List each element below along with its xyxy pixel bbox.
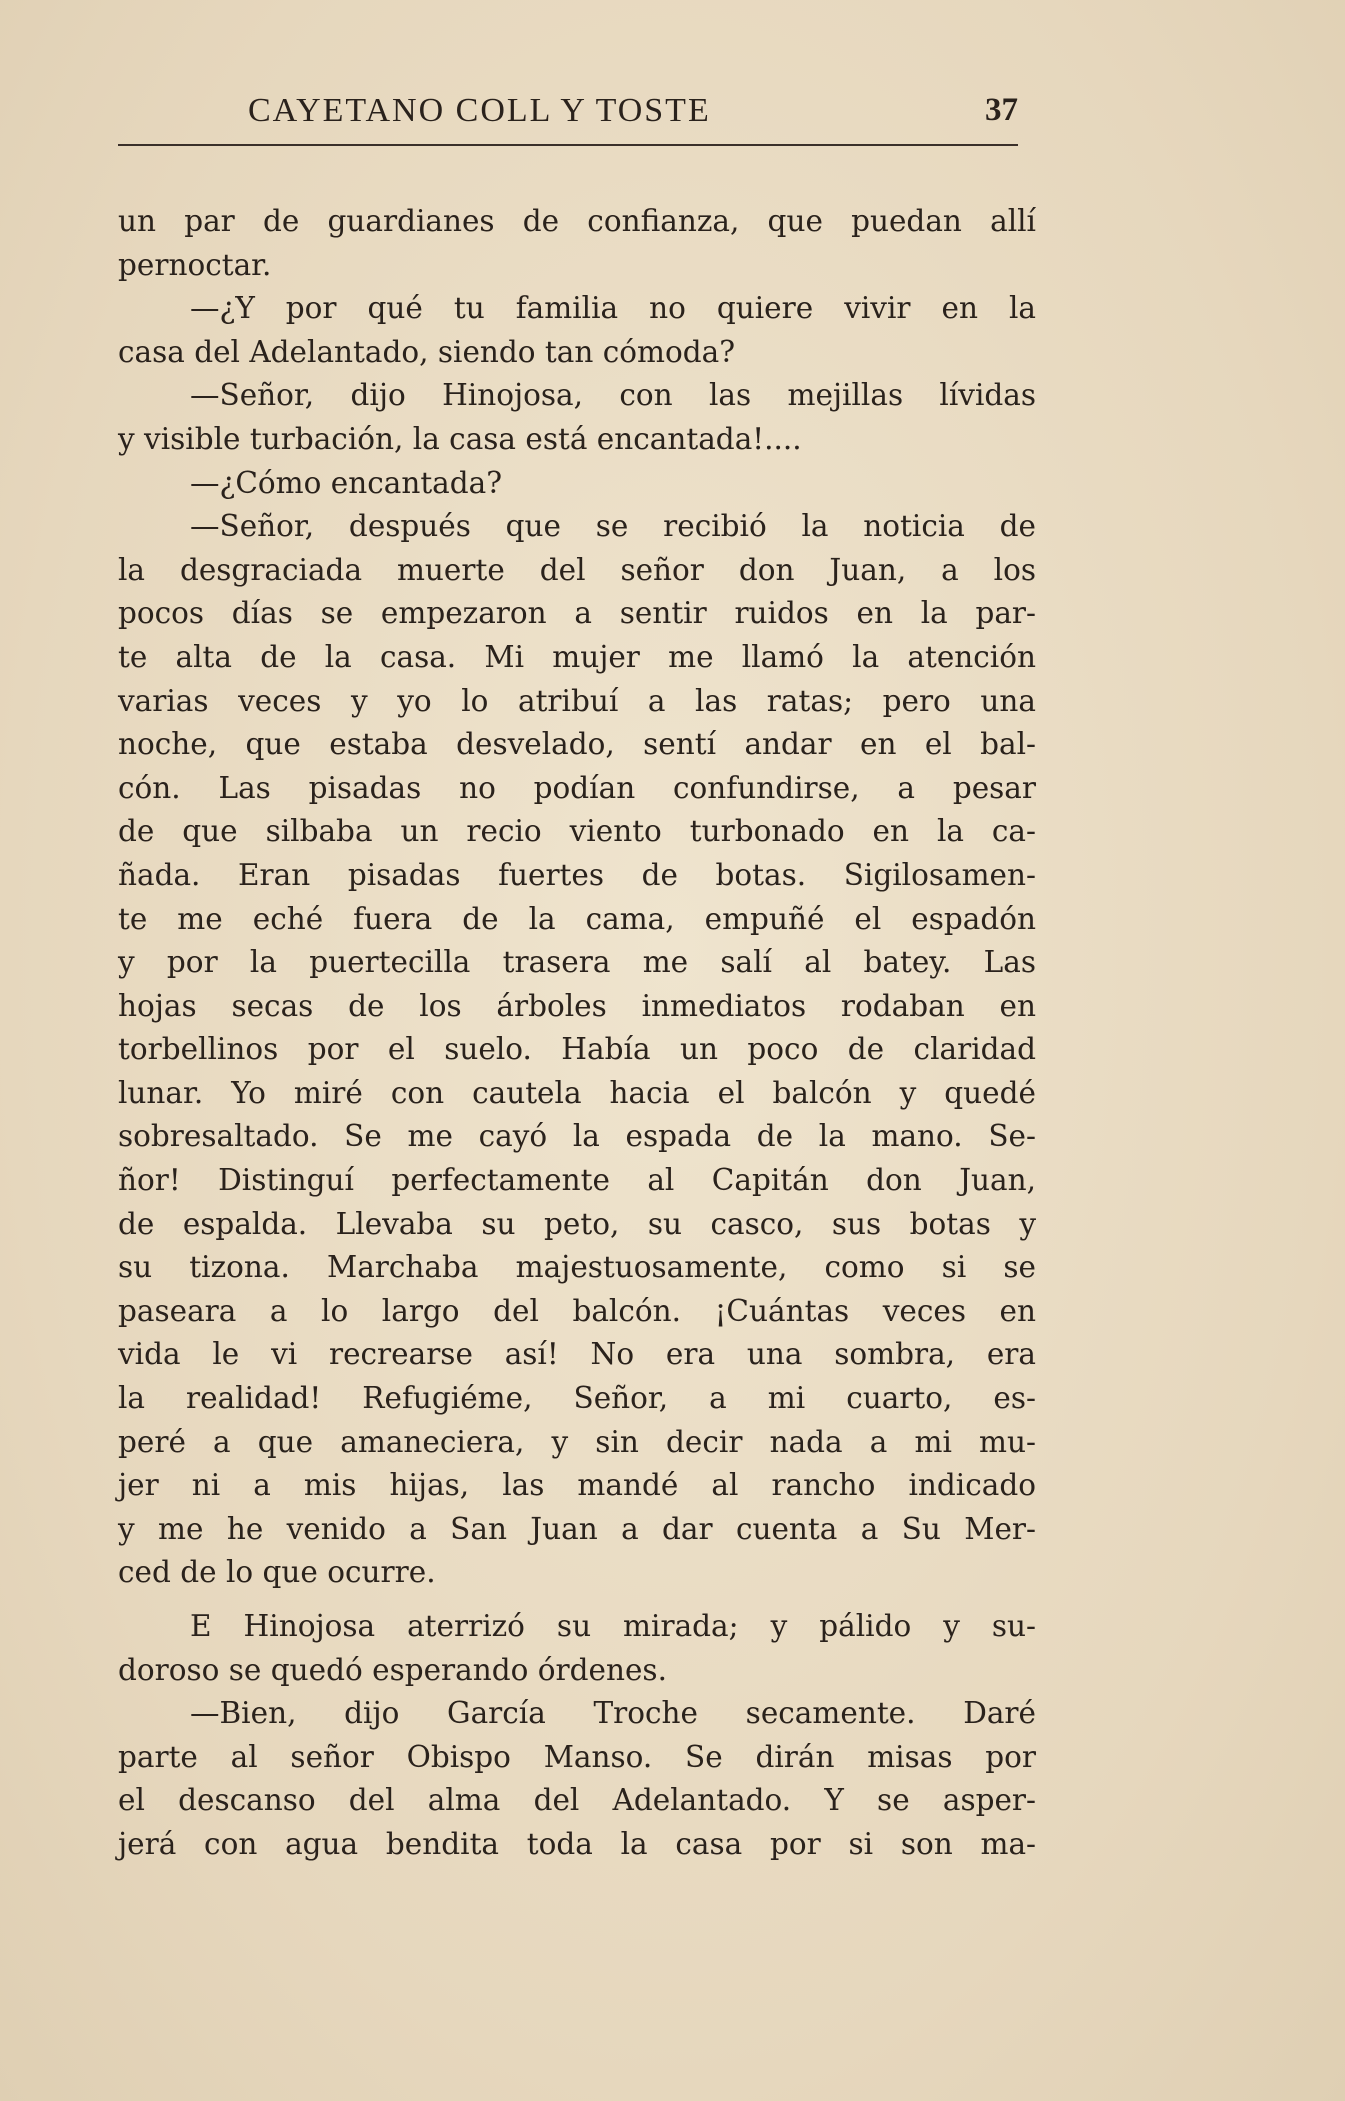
- text-line: ñada. Eran pisadas fuertes de botas. Sigilosamen-: [118, 857, 1036, 892]
- text-line: noche, que estaba desvelado, sentí andar en el bal-: [118, 727, 1036, 762]
- text-line: parte al señor Obispo Manso. Se dirán misas por: [118, 1739, 1036, 1774]
- text-line: el descanso del alma del Adelantado. Y se asper-: [118, 1783, 1036, 1818]
- text-line: —¿Y por qué tu familia no quiere vivir en la: [190, 291, 1036, 326]
- text-line: jerá con agua bendita toda la casa por si son ma-: [118, 1826, 1036, 1861]
- text-line: paseara a lo largo del balcón. ¡Cuántas veces en: [118, 1293, 1036, 1328]
- text-line: jer ni a mis hijas, las mandé al rancho indicado: [118, 1468, 1036, 1503]
- page-number: 37: [985, 92, 1018, 128]
- text-line: y me he venido a San Juan a dar cuenta a Su Mer-: [118, 1511, 1036, 1546]
- text-line: varias veces y yo lo atribuí a las ratas; pero una: [118, 683, 1036, 718]
- text-line: de que silbaba un recio viento turbonado en la ca-: [118, 814, 1036, 849]
- text-line: E Hinojosa aterrizó su mirada; y pálido y su-: [190, 1609, 1036, 1643]
- paragraph-gap: [118, 1595, 1036, 1605]
- running-title: CAYETANO COLL Y TOSTE: [248, 92, 711, 129]
- running-head: [118, 92, 1018, 142]
- text-line: y visible turbación, la casa está encantada!....: [118, 421, 802, 456]
- text-line: pocos días se empezaron a sentir ruidos en la par-: [118, 596, 1036, 631]
- text-line: ced de lo que ocurre.: [118, 1555, 436, 1590]
- text-line: y por la puertecilla trasera me salí al batey. Las: [118, 945, 1036, 980]
- text-line: casa del Adelantado, siendo tan cómoda?: [118, 334, 736, 369]
- text-line: ñor! Distinguí perfectamente al Capitán don Juan,: [118, 1163, 1036, 1198]
- text-line: doroso se quedó esperando órdenes.: [118, 1652, 667, 1687]
- text-line: torbellinos por el suelo. Había un poco de claridad: [118, 1032, 1036, 1067]
- text-line: lunar. Yo miré con cautela hacia el balcón y quedé: [118, 1075, 1036, 1110]
- text-line: hojas secas de los árboles inmediatos rodaban en: [118, 988, 1036, 1023]
- text-line: cón. Las pisadas no podían confundirse, a pesar: [118, 770, 1036, 805]
- text-line: —Señor, dijo Hinojosa, con las mejillas lívidas: [190, 378, 1036, 413]
- body-text: [118, 200, 1036, 1867]
- text-line: te alta de la casa. Mi mujer me llamó la atención: [118, 639, 1036, 674]
- text-line: su tizona. Marchaba majestuosamente, como si se: [118, 1250, 1036, 1285]
- text-line: —Señor, después que se recibió la noticia de: [190, 509, 1036, 544]
- text-line: la realidad! Refugiéme, Señor, a mi cuarto, es-: [118, 1381, 1036, 1416]
- text-line: la desgraciada muerte del señor don Juan, a los: [118, 552, 1036, 587]
- text-line: peré a que amaneciera, y sin decir nada a mi mu-: [118, 1424, 1036, 1459]
- text-line: —¿Cómo encantada?: [190, 465, 503, 500]
- text-line: de espalda. Llevaba su peto, su casco, sus botas y: [118, 1206, 1036, 1241]
- text-line: —Bien, dijo García Troche secamente. Daré: [190, 1696, 1036, 1731]
- header-rule: [118, 144, 1018, 146]
- text-line: vida le vi recrearse así! No era una sombra, era: [118, 1337, 1036, 1372]
- text-line: te me eché fuera de la cama, empuñé el espadón: [118, 901, 1036, 936]
- text-line: sobresaltado. Se me cayó la espada de la mano. Se-: [118, 1119, 1036, 1154]
- text-line: un par de guardianes de confianza, que puedan allí: [118, 204, 1036, 238]
- text-line: pernoctar.: [118, 247, 272, 282]
